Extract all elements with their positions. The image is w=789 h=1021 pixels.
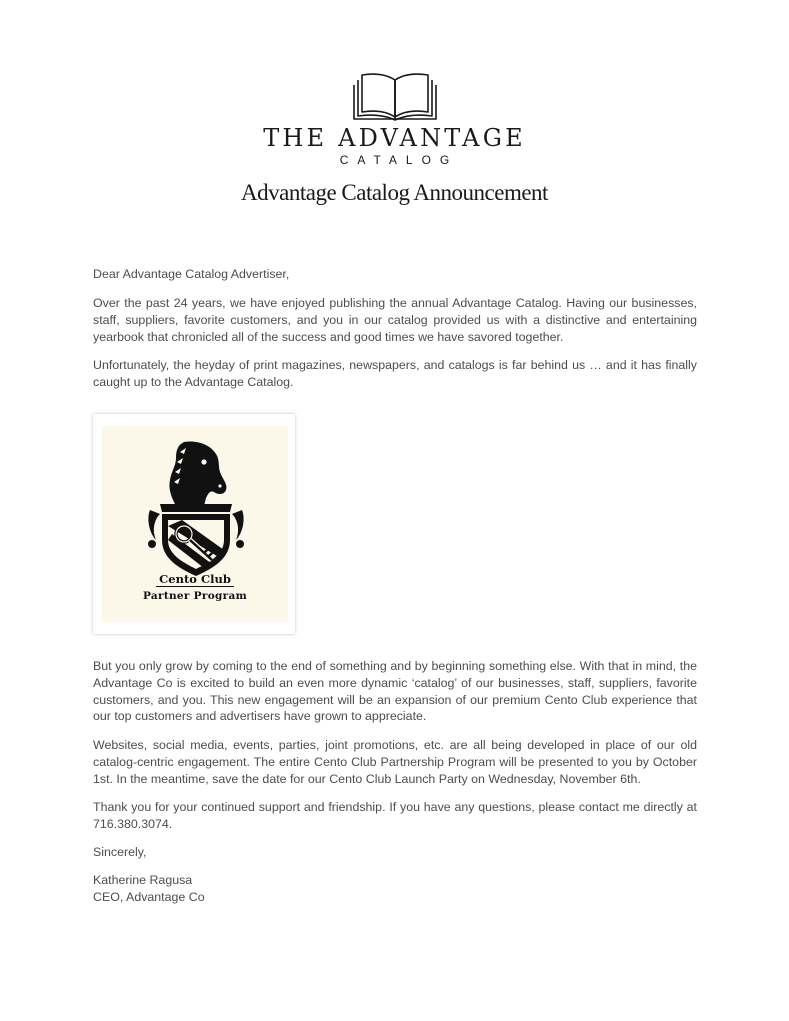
salutation: Dear Advantage Catalog Advertiser, (93, 267, 290, 281)
cento-club-logo (102, 426, 288, 622)
paragraph-decline: Unfortunately, the heyday of print magazines, newspapers, and catalogs is far behind us … and it has finally caught up to the Advantage Catalog. (93, 358, 697, 389)
signer-title: CEO, Advantage Co (93, 890, 205, 904)
cento-club-logo-card (93, 414, 295, 634)
brand-title: THE ADVANTAGE (263, 124, 526, 152)
paragraph-thanks: Thank you for your continued support and friendship. If you have any questions, please contact me directly at 716.380.3074. (93, 800, 697, 831)
signer-name: Katherine Ragusa (93, 873, 193, 887)
brand-subtitle: CATALOG (339, 153, 459, 167)
paragraph-engagement: Websites, social media, events, parties, joint promotions, etc. are all being developed in place of our old catalog-centric engagement. The entire Cento Club Partnership Program will be presented to you by October 1st. In the meantime, save the date for our Cento Club Launch Party on Wednesday, November 6th. (93, 738, 697, 786)
club-name-divider (156, 586, 234, 587)
open-book-icon (352, 68, 438, 122)
paragraph-growth: But you only grow by coming to the end of something and by beginning something else. With that in mind, the Advantage Co is excited to build an even more dynamic ‘catalog’ of our businesses, staff, suppliers, favorite customers, and you. This new engagement will be an expansion of our premium Cento Club experience that our top customers and advertisers have grown to appreciate. (93, 659, 697, 724)
announcement-title: Advantage Catalog Announcement (241, 180, 548, 205)
club-name: Cento Club (159, 572, 231, 586)
club-program: Partner Program (142, 590, 248, 602)
horse-crest-icon (146, 440, 246, 578)
closing: Sincerely, (93, 845, 147, 859)
paragraph-intro: Over the past 24 years, we have enjoyed publishing the annual Advantage Catalog. Having our businesses, staff, suppliers, favorite customers, and you in our catalog provided us with a distinctive and entertaining yearbook that chronicled all of the success and good times we have savored together. (93, 296, 697, 344)
